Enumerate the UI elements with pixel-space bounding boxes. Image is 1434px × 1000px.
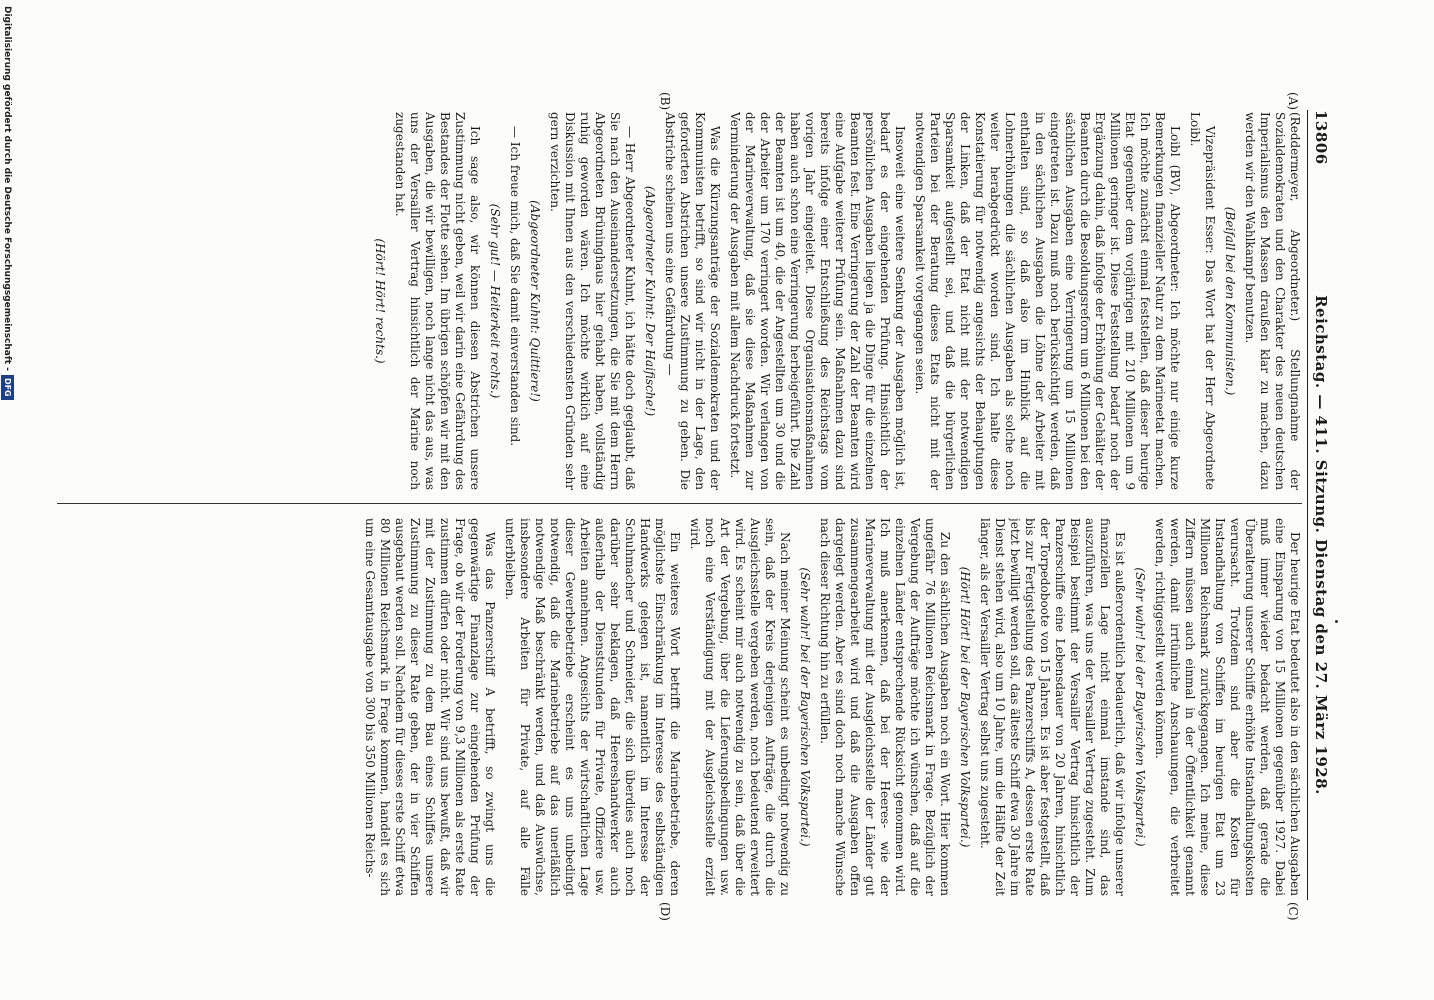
paragraph: Zu den sächlichen Ausgaben noch ein Wort. Hier kommen ungefähr 76 Millionen Reichsmark in Frage. Bezüglich der Vergebung der Aufträge möchte ich wünschen, daß auf die einzelnen Länder entsprechende Rücksicht genommen wird. Ich muß anerkennen, daß bei der Heeres- wie der Marineverwaltung mit der Ausgleichsstelle der Länder gut zusammengearbeitet wird und daß die Ausgaben offen dargelegt werden. Aber es sind doch noch manche Wünsche nach dieser Richtung hin zu erfüllen. bbox=[818, 518, 952, 896]
page-number: 13806 bbox=[1312, 110, 1330, 165]
right-text-column bbox=[57, 518, 1302, 896]
dfg-logo: DFG bbox=[1, 375, 14, 400]
page-header bbox=[1307, 110, 1334, 900]
paragraph: Loibl (BV), Abgeordneter: Ich möchte nur einige kurze Bemerkungen finanzieller Natur zu dem Marineetat machen. Ich möchte zunächst einmal feststellen, daß dieser heurige Etat gegenüber dem vorjährigen mit 210 Millionen um 9 Millionen geringer ist. Diese Feststellung bedarf noch der Ergänzung dahin, daß infolge der Erhöhung der Gehälter der Beamten durch die Besoldungsreform um 6 Millionen bei den sächlichen Ausgaben eine Verringerung um 15 Millionen eingetreten ist. Dazu muß noch berücksichtigt werden, daß in den sächlichen Ausgaben die Löhne der Arbeiter mit enthalten sind, so daß also im Hinblick auf die Lohnerhöhungen die sächlichen Ausgaben als solche noch weiter herabgedrückt worden sind. Ich halte diese Konstatierung für notwendig angesichts der Behauptungen der Linken, daß der Etat nicht mit der notwendigen Sparsamkeit aufgestellt sei, und daß die bürgerlichen Parteien bei der Beratung dieses Etats nicht mit der notwendigen Sparsamkeit vorgegangen seien. bbox=[913, 112, 1182, 490]
interjection: (Sehr gut! — Heiterkeit rechts.) bbox=[488, 203, 502, 399]
paragraph: Was die Kürzungsanträge der Sozialdemokraten und der Kommunisten betrifft, so sind wir nicht in der Lage, den geforderten Abstrichen unsere Zustimmung zu geben. Die Abstriche scheinen uns eine Gefährdung — bbox=[663, 112, 722, 490]
margin-marker-d: (D) bbox=[658, 902, 672, 921]
session-title: Reichstag. — 411. Sitzung. Dienstag den 27. März 1928. bbox=[1312, 295, 1330, 795]
interjection: (Sehr wahr! bei der Bayerischen Volkspartei.) bbox=[798, 567, 812, 847]
interjection: (Hört! Hört! bei der Bayerischen Volkspartei.) bbox=[958, 566, 972, 848]
margin-marker-c: (C) bbox=[1286, 902, 1300, 921]
paragraph: Nach meiner Meinung scheint es unbedingt notwendig zu sein, daß der Kreis derjenigen Aufträge, die durch die Ausgleichsstelle vergeben werden, noch bedeutend erweitert wird. Es scheint mir auch notwendig zu sein, daß über die Art der Vergebung, über die Lieferungsbedingungen usw. noch eine Verständigung mit der Ausgleichsstelle erzielt wird. bbox=[688, 518, 792, 896]
paragraph: Ich sage also, wir können diesen Abstrichen unsere Zustimmung nicht geben, weil wir darin eine Gefährdung des Bestandes der Flotte sehen. Im übrigen schöpfen wir mit den Ausgaben, die wir bewilligen, noch lange nicht das aus, was uns der Versailler Vertrag hinsichtlich der Marine noch zugestanden hat. bbox=[393, 112, 482, 490]
column-divider bbox=[57, 503, 1302, 504]
left-text-column bbox=[57, 112, 1302, 490]
paragraph: Was das Panzerschiff A betrifft, so zwingt uns die gegenwärtige Finanzlage zur eingehenden Prüfung der Frage, ob wir der Forderung von 9,3 Millionen als erste Rate zustimmen dürfen oder nicht. Wir sind uns bewußt, daß wir mit der Zustimmung zu dem Bau eines Schiffes unsere Zustimmung zu dieser Rate geben, der in vier Schiffen ausgebaut werden soll. Nachdem für dieses erste Schiff etwa 80 Millionen Reichsmark in Frage kommen, handelt es sich um eine Gesamtausgabe von 300 bis 350 Millionen Reichs- bbox=[363, 518, 497, 896]
credit-text: Digitalisierung gefördert durch die Deutsche Forschungsgemeinschaft - bbox=[2, 6, 13, 371]
paragraph: Der heurige Etat bedeutet also in den sächlichen Ausgaben eine Einsparung von 15 Millionen gegenüber 1927. Dabei muß immer wieder bedacht werden, daß gerade die Überalterung unserer Schiffe erhöhte Instandhaltungskosten verursacht. Trotzdem sind aber die Kosten für Instandhaltung von Schiffen im heurigen Etat um 23 Millionen Reichsmark zurückgegangen. Ich meine, diese Ziffern müssen auch einmal in der Öffentlichkeit genannt werden, damit irrtümliche Anschauungen, die verbreitet werden, richtiggestellt werden können. bbox=[1153, 518, 1302, 896]
paragraph: — Herr Abgeordneter Kuhnt, ich hätte doch geglaubt, daß Sie nach den Auseinandersetzungen, die Sie mit dem Herrn Abgeordneten Brüninghaus hier gehabt haben, vollständig ruhig geworden wären. Ich möchte wirklich auf eine Diskussion mit Ihnen aus den verschiedensten Gründen sehr gern verzichten. bbox=[548, 112, 637, 490]
paragraph: (Reddermeyer, Abgeordneter.) Stellungnahme der Sozialdemokraten und den Charakter des neuen deutschen Imperialismus den Massen draußen klar zu machen, dazu werden wir den Wahlkampf benutzen. bbox=[1243, 112, 1302, 490]
paragraph: Ein weiteres Wort betrifft die Marinebetriebe, deren möglichste Einschränkung im Interesse des selbständigen Handwerks gelegen ist, namentlich im Interesse der Schuhmacher und Schneider, die sich überdies auch noch darüber sehr beklagen, daß Heereshandwerker auch außerhalb der Dienststunden für Private, Offiziere usw. Arbeiten annehmen. Angesichts der wirtschaftlichen Lage dieser Gewerbebetriebe erscheint es uns unbedingt notwendig, daß die Marinebetriebe auf das unerläßlich notwendige Maß beschränkt werden, und daß Auswüchse, insbesondere Arbeiten für Private, auf alle Fälle unterbleiben. bbox=[503, 518, 682, 896]
paragraph: Insoweit eine weitere Senkung der Ausgaben möglich ist, bedarf es der eingehenden Prüfung. Hinsichtlich der persönlichen Ausgaben liegen ja die Dinge für die einzelnen Beamten fest. Eine Verringerung der Zahl der Beamten wird eine Aufgabe weiterer Prüfung sein. Maßnahmen dazu sind bereits infolge einer Entschließung des Reichstags vom vorigen Jahr eingeleitet. Diese Organisationsmaßnahmen haben auch schon eine Verringerung herbeigeführt. Die Zahl der Beamten ist um 40, die der Angestellten um 30 und die der Arbeiter um 170 verringert worden. Wir verlangen von der Marineverwaltung, daß sie diese Maßnahmen zur Verminderung der Ausgaben mit allem Nachdruck fortsetzt. bbox=[728, 112, 907, 490]
scan-speck bbox=[1335, 620, 1338, 623]
digitization-credit bbox=[0, 0, 15, 1000]
interjection: (Sehr wahr! bei der Bayerischen Volkspartei.) bbox=[1133, 567, 1147, 847]
paragraph: Vizepräsident Esser: Das Wort hat der Herr Abgeordnete Loibl. bbox=[1188, 112, 1217, 490]
interjection: (Abgeordneter Kuhnt: Der Haifische!) bbox=[643, 185, 657, 417]
interjection: (Abgeordneter Kuhnt: Quittiere!) bbox=[528, 200, 542, 402]
margin-marker-a: (A) bbox=[1286, 92, 1300, 111]
margin-marker-b: (B) bbox=[658, 92, 672, 111]
interjection: (Beifall bei den Kommunisten.) bbox=[1223, 206, 1237, 396]
paragraph: — Ich freue mich, daß Sie damit einverstanden sind. bbox=[508, 126, 522, 447]
paragraph: Es ist außerordentlich bedauerlich, daß wir infolge unserer finanziellen Lage nicht einmal imstande sind, das auszuführen, was uns der Versailler Vertrag zugesteht. Zum Beispiel bestimmt der Versailler Vertrag hinsichtlich der Panzerschiffe eine Lebensdauer von 20 Jahren, hinsichtlich der Torpedoboote von 15 Jahren. Es ist aber festgestellt, daß bis zur Fertigstellung des Panzerschiffs A, dessen erste Rate jetzt bewilligt werden soll, das älteste Schiff etwa 30 Jahre im Dienst stehen wird, also um 10 Jahre, um die Hälfte der Zeit länger, als der Versailler Vertrag selbst uns zugesteht. bbox=[978, 518, 1127, 896]
interjection: (Hört! Hört! rechts.) bbox=[373, 238, 387, 364]
